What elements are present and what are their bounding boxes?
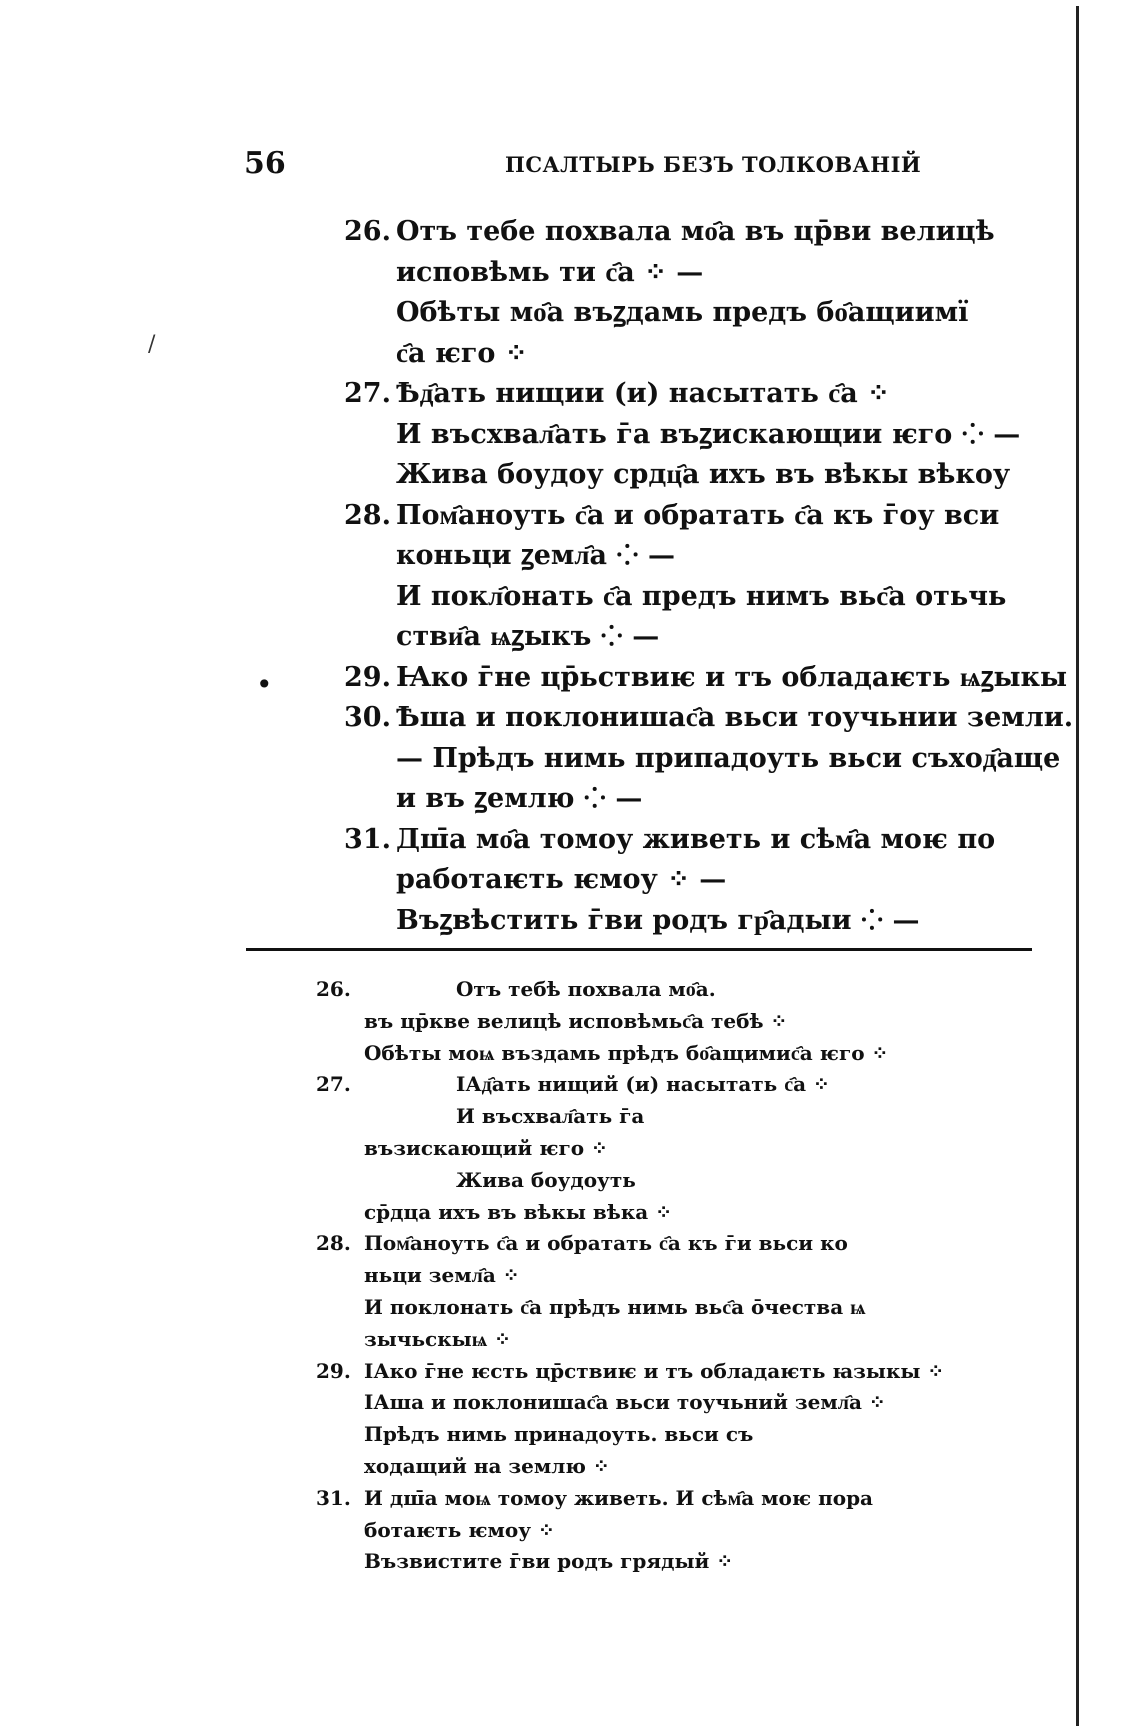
verse-number: 27. — [344, 378, 391, 409]
variant-line — [316, 974, 1036, 1006]
verse-line — [344, 698, 1074, 739]
verse-line — [344, 455, 1044, 496]
variant-text: И поклонать с҄а прѣдъ нимь вьс҄а о̄чества ѩ — [364, 1294, 866, 1319]
variant-line — [316, 1260, 1036, 1292]
variant-text: Обѣты моѩ въздамь прѣдъ бо҄ащимис҄а ѥго ⁘ — [364, 1040, 889, 1065]
variant-text: Възвистите г̄ви родъ грядый ⁘ — [364, 1549, 734, 1574]
verse-line — [344, 334, 1044, 375]
variant-text: Пом҄аноуть с҄а и обратать с҄а къ г̄и вьси ко — [364, 1231, 848, 1256]
variant-text: Жива боудоуть — [456, 1167, 636, 1192]
variant-line — [316, 1069, 1036, 1101]
variant-text: ботаѥть ѥмоу ⁘ — [364, 1517, 555, 1542]
variant-verse-number: 28. — [316, 1231, 351, 1256]
variant-text: Прѣдъ нимь принадоуть. вьси съ — [364, 1422, 754, 1447]
verse-text: исповѣмь ти с҄а ⁘ — — [396, 256, 704, 288]
variant-text: ньци земл҄а ⁘ — [364, 1263, 520, 1288]
main-psalm-text — [344, 212, 1074, 941]
footnote-divider — [246, 948, 1032, 951]
verse-text: Жива боудоу срдц҄а ихъ въ вѣкы вѣкоу — [396, 459, 1011, 490]
variant-line — [316, 1038, 1036, 1070]
verse-line — [344, 617, 1044, 658]
variant-line — [316, 1101, 1036, 1133]
verse-line — [344, 779, 1044, 820]
verse-text: Пом҄аноуть с҄а и обратать с҄а къ г̄оу вси — [396, 499, 1000, 531]
verse-line — [344, 536, 1044, 577]
variant-text: въ цр̄кве велицѣ исповѣмьс҄а тебѣ ⁘ — [364, 1008, 788, 1033]
variant-line — [316, 1324, 1036, 1356]
variant-line — [316, 1356, 1036, 1388]
variant-line — [316, 1419, 1036, 1451]
verse-text: работаѥть ѥмоу ⁘ — — [396, 864, 727, 895]
variant-verse-number: 29. — [316, 1358, 351, 1383]
variant-text: ІАд҄ать нищий (и) насытать с҄а ⁘ — [456, 1072, 830, 1097]
verse-text: — Прѣдъ нимь припадоуть вьси съход҄аще — [396, 742, 1061, 774]
variant-text: ІАко г̄не ѥсть цр̄ствиѥ и тъ обладаѥть ꙗзыкы ⁘ — [364, 1358, 945, 1383]
verse-number: 26. — [344, 216, 391, 247]
page-edge-line — [1076, 6, 1079, 1726]
verse-text: Ѣд҄ать нищии (и) насытать с҄а ⁘ — [396, 378, 890, 409]
verse-text: с҄а ѥго ⁘ — [396, 337, 528, 369]
variant-text: зычьскыѩ ⁘ — [364, 1326, 511, 1351]
variant-line — [316, 1292, 1036, 1324]
variant-line — [316, 1228, 1036, 1260]
variant-text: И дш̄а моѩ томоу живеть. И сѣм҄а моѥ пора — [364, 1485, 874, 1510]
variant-verse-number: 27. — [316, 1072, 351, 1097]
verse-text: И покл҄онать с҄а предъ нимъ вьс҄а отьчь — [396, 580, 1007, 612]
verse-line — [344, 820, 1044, 861]
verse-line — [344, 415, 1044, 456]
verse-number: 31. — [344, 823, 391, 855]
variant-line — [316, 1387, 1036, 1419]
variant-line — [316, 1483, 1036, 1515]
variant-text: възискающий ѥго ⁘ — [364, 1135, 608, 1160]
verse-line — [344, 293, 1044, 334]
verse-number: 29. — [344, 661, 391, 693]
margin-mark: / — [148, 332, 156, 357]
variant-line — [316, 1515, 1036, 1547]
variant-readings — [316, 974, 1036, 1578]
verse-number: 28. — [344, 499, 391, 531]
variant-line — [316, 1451, 1036, 1483]
variant-line — [316, 1133, 1036, 1165]
verse-number: 30. — [344, 702, 391, 733]
running-title: ПСАЛТЫРЬ БЕЗЪ ТОЛКОВАНІЙ — [505, 152, 922, 177]
variant-text: Отъ тебѣ похвала мо҄а. — [456, 977, 716, 1001]
verse-line — [344, 253, 1044, 294]
variant-line — [316, 1197, 1036, 1229]
verse-text: Дш̄а мо҄а томоу живеть и сѣм҄а моѥ по — [396, 823, 996, 855]
variant-verse-number: 31. — [316, 1485, 351, 1510]
variant-verse-number: 26. — [316, 977, 351, 1001]
verse-text: Обѣты мо҄а въꙁдамь предъ бо҄ащиимї — [396, 297, 969, 328]
verse-text: И въсхвал҄ать г̄а въꙁискающии ѥго ⁘ — — [396, 418, 1021, 450]
verse-text: Въꙁвѣстить г̄ви родъ гр҄адыи ⁘ — — [396, 904, 920, 936]
variant-text: И въсхвал҄ать г̄а — [456, 1104, 645, 1129]
verse-text: коньци ꙁемл҄а ⁘ — — [396, 540, 675, 571]
verse-line — [344, 374, 1044, 415]
verse-line — [344, 577, 1044, 618]
variant-line — [316, 1546, 1036, 1578]
variant-line — [316, 1006, 1036, 1038]
verse-line — [344, 658, 1068, 699]
variant-line — [316, 1165, 1036, 1197]
verse-text: Отъ тебе похвала мо҄а въ цр̄ви велицѣ — [396, 216, 995, 247]
page-number: 56 — [244, 146, 286, 181]
verse-line — [344, 212, 1044, 253]
verse-line — [344, 496, 1044, 537]
verse-line — [344, 901, 1044, 942]
verse-text: Ѣша и поклонишас҄а вьси тоучьнии земли. — [396, 702, 1074, 733]
verse-text: стви҄а ѩꙁыкъ ⁘ — — [396, 621, 660, 652]
variant-text: ходащий на землю ⁘ — [364, 1453, 610, 1478]
variant-text: ср̄дца ихъ въ вѣкы вѣка ⁘ — [364, 1199, 672, 1224]
verse-line — [344, 739, 1061, 780]
verse-line — [344, 860, 1044, 901]
verse-text: и въ ꙁемлю ⁘ — — [396, 783, 643, 814]
margin-dot: • — [256, 668, 273, 701]
variant-text: ІАша и поклонишас҄а вьси тоучьний земл҄а ⁘ — [364, 1390, 886, 1415]
verse-text: Ꙗко г̄не цр̄ьствиѥ и тъ обладаѥть ѩꙁыкы — [396, 661, 1068, 693]
